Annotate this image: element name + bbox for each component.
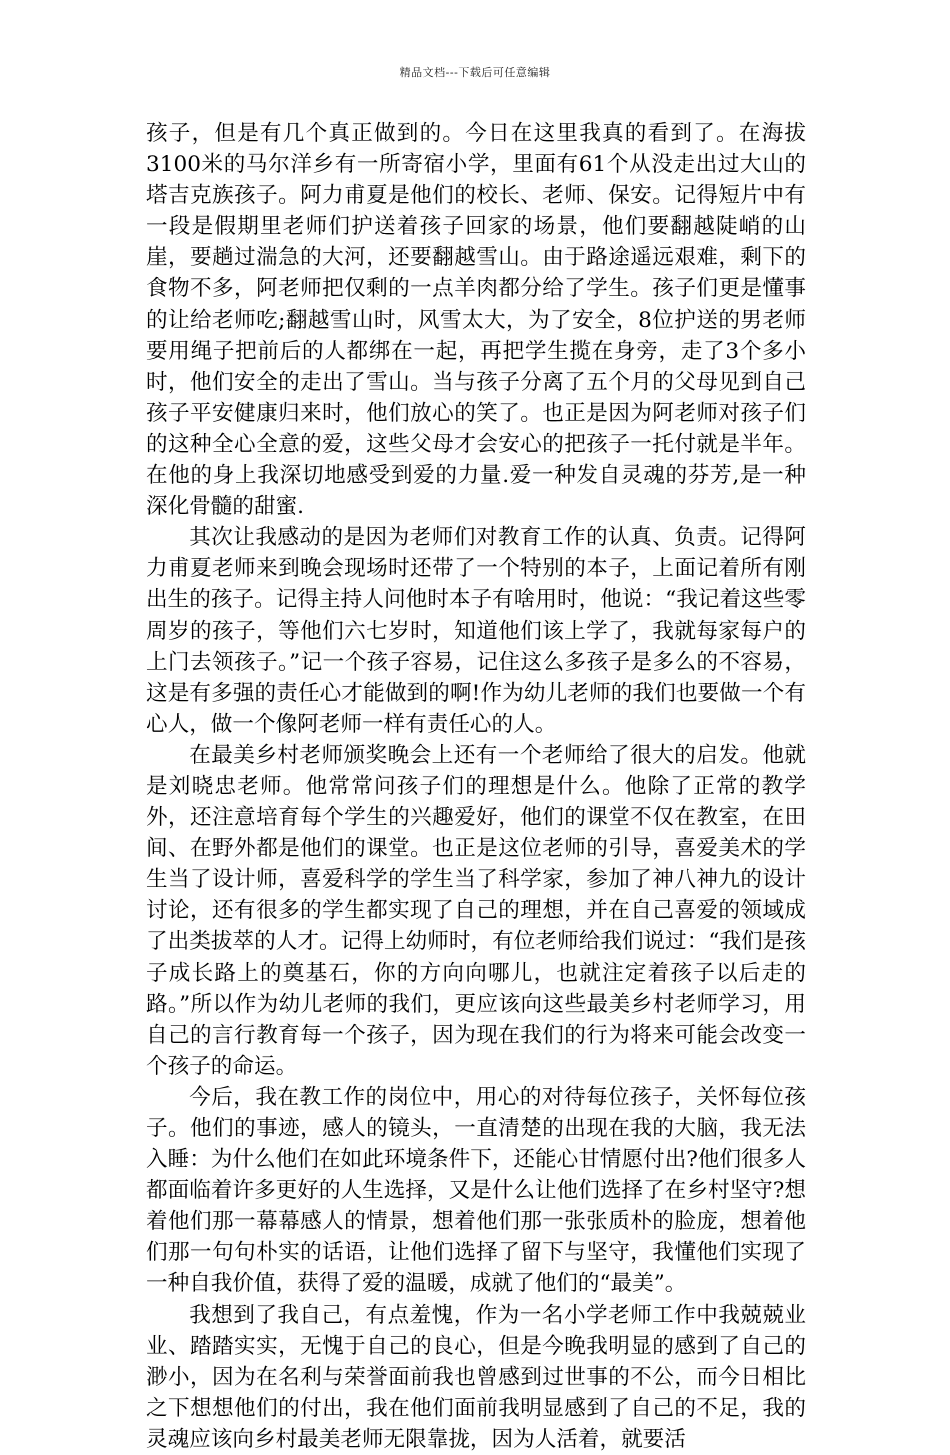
paragraph-1: 孩子，但是有几个真正做到的。今日在这里我真的看到了。在海拔3100米的马尔洋乡有一所寄宿小学，里面有61个从没走出过大山的塔吉克族孩子。阿力甫夏是他们的校长、老师、保安。记得短片中有一段是假期里老师们护送着孩子回家的场景，他们要翻越陡峭的山崖，要趟过湍急的大河，还要翻越雪山。由于路途遥远艰难，剩下的食物不多，阿老师把仅剩的一点羊肉都分给了学生。孩子们更是懂事的让给老师吃;翻越雪山时，风雪太大，为了安全，8位护送的男老师要用绳子把前后的人都绑在一起，再把学生揽在身旁，走了3个多小时，他们安全的走出了雪山。当与孩子分离了五个月的父母见到自己孩子平安健康归来时，他们放心的笑了。也正是因为阿老师对孩子们的这种全心全意的爱，这些父母才会安心的把孩子一托付就是半年。在他的身上我深切地感受到爱的力量.爱一种发自灵魂的芬芳,是一种深化骨髓的甜蜜. [146,121,806,520]
paragraph-4: 今后，我在教工作的岗位中，用心的对待每位孩子，关怀每位孩子。他们的事迹，感人的镜头，一直清楚的出现在我的大脑，我无法入睡：为什么他们在如此环境条件下，还能心甘情愿付出?他们很多人都面临着许多更好的人生选择，又是什么让他们选择了在乡村坚守?想着他们那一幕幕感人的情景，想着他们那一张张质朴的脸庞，想着他们那一句句朴实的话语，让他们选择了留下与坚守，我懂他们实现了一种自我价值，获得了爱的温暖，成就了他们的“最美”。 [146,1084,806,1297]
paragraph-3: 在最美乡村老师颁奖晚会上还有一个老师给了很大的启发。他就是刘晓忠老师。他常常问孩子们的理想是什么。他除了正常的教学外，还注意培育每个学生的兴趣爱好，他们的课堂不仅在教室，在田间、在野外都是他们的课堂。也正是这位老师的引导，喜爱美术的学生当了设计师，喜爱科学的学生当了科学家，参加了神八神九的设计讨论，还有很多的学生都实现了自己的理想，并在自己喜爱的领域成了出类拔萃的人才。记得上幼师时，有位老师给我们说过：“我们是孩子成长路上的奠基石，你的方向向哪儿，也就注定着孩子以后走的路。”所以作为幼儿老师的我们，更应该向这些最美乡村老师学习，用自己的言行教育每一个孩子，因为现在我们的行为将来可能会改变一个孩子的命运。 [146,742,806,1079]
paragraph-2: 其次让我感动的是因为老师们对教育工作的认真、负责。记得阿力甫夏老师来到晚会现场时还带了一个特别的本子，上面记着所有刚出生的孩子。记得主持人问他时本子有啥用时，他说：“我记着这些零周岁的孩子，等他们六七岁时，知道他们该上学了，我就每家每户的上门去领孩子。”记一个孩子容易，记住这么多孩子是多么的不容易，这是有多强的责任心才能做到的啊!作为幼儿老师的我们也要做一个有心人，做一个像阿老师一样有责任心的人。 [146,525,806,737]
document-body [146,118,806,1455]
paragraph-5: 我想到了我自己，有点羞愧，作为一名小学老师工作中我兢兢业业、踏踏实实，无愧于自己的良心，但是今晚我明显的感到了自己的渺小，因为在名利与荣誉面前我也曾感到过世事的不公，而今日相比之下想想他们的付出，我在他们面前我明显感到了自己的不足，我的灵魂应该向乡村最美老师无限靠拢，因为人活着，就要活 [146,1302,806,1452]
page-header: 精品文档---下载后可任意编辑 [399,66,551,79]
